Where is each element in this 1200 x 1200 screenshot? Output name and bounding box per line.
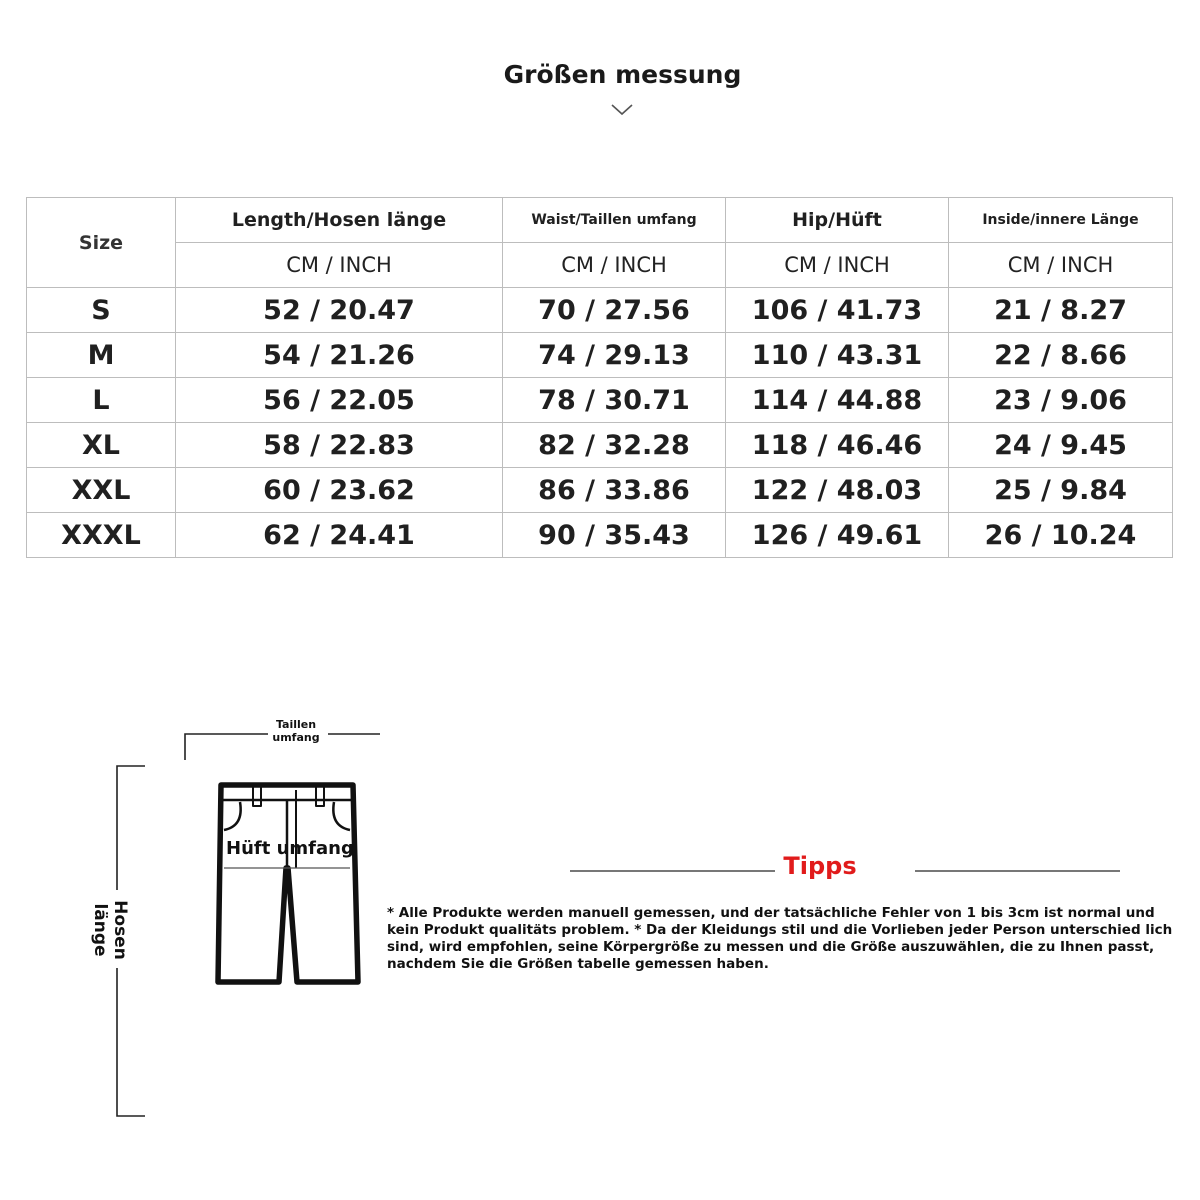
table-header-row <box>27 198 1173 243</box>
unit-label: CM / INCH <box>503 243 726 288</box>
table-cell: 114 / 44.88 <box>726 378 949 423</box>
table-cell: 22 / 8.66 <box>949 333 1173 378</box>
waist-measurement-label: Taillen umfang <box>272 718 320 744</box>
table-cell: 86 / 33.86 <box>503 468 726 513</box>
table-row <box>27 378 1173 423</box>
table-cell: 126 / 49.61 <box>726 513 949 558</box>
table-row <box>27 288 1173 333</box>
table-row <box>27 513 1173 558</box>
size-cell: M <box>27 333 176 378</box>
divider <box>915 870 1120 872</box>
table-cell: 23 / 9.06 <box>949 378 1173 423</box>
divider <box>570 870 775 872</box>
size-cell: XL <box>27 423 176 468</box>
table-unit-row <box>27 243 1173 288</box>
tips-text: * Alle Produkte werden manuell gemessen, und der tatsächliche Fehler von 1 bis 3cm ist normal und kein Produkt qualitäts problem. * Da der Kleidungs stil und die Vorlieben jeder Person unterschied lich sind, wird empfohlen, seine Körpergröße zu messen und die Größe auszuwählen, die zu Ihnen passt, nachdem Sie die Größen tabelle gemessen haben. <box>387 905 1173 972</box>
page-title: Größen messung <box>503 60 742 89</box>
table-cell: 24 / 9.45 <box>949 423 1173 468</box>
unit-label: CM / INCH <box>726 243 949 288</box>
size-cell: S <box>27 288 176 333</box>
table-cell: 122 / 48.03 <box>726 468 949 513</box>
hip-measurement-label: Hüft umfang <box>226 838 354 859</box>
table-cell: 78 / 30.71 <box>503 378 726 423</box>
table-cell: 70 / 27.56 <box>503 288 726 333</box>
pants-icon <box>218 785 358 982</box>
table-cell: 54 / 21.26 <box>176 333 503 378</box>
table-row <box>27 423 1173 468</box>
column-header-length: Length/Hosen länge <box>176 198 503 243</box>
size-cell: XXL <box>27 468 176 513</box>
table-cell: 60 / 23.62 <box>176 468 503 513</box>
table-cell: 26 / 10.24 <box>949 513 1173 558</box>
column-header-inside: Inside/innere Länge <box>949 198 1173 243</box>
table-cell: 82 / 32.28 <box>503 423 726 468</box>
table-cell: 52 / 20.47 <box>176 288 503 333</box>
table-cell: 62 / 24.41 <box>176 513 503 558</box>
table-cell: 21 / 8.27 <box>949 288 1173 333</box>
table-cell: 110 / 43.31 <box>726 333 949 378</box>
table-cell: 106 / 41.73 <box>726 288 949 333</box>
table-cell: 118 / 46.46 <box>726 423 949 468</box>
unit-label: CM / INCH <box>176 243 503 288</box>
unit-label: CM / INCH <box>949 243 1173 288</box>
column-header-hip: Hip/Hüft <box>726 198 949 243</box>
size-chart-table <box>26 197 1173 558</box>
table-row <box>27 468 1173 513</box>
chevron-down-icon <box>611 103 633 117</box>
pants-measurement-diagram <box>0 680 380 1140</box>
table-row <box>27 333 1173 378</box>
table-cell: 25 / 9.84 <box>949 468 1173 513</box>
table-cell: 58 / 22.83 <box>176 423 503 468</box>
table-cell: 56 / 22.05 <box>176 378 503 423</box>
tips-title: Tipps <box>783 852 857 880</box>
table-cell: 90 / 35.43 <box>503 513 726 558</box>
size-cell: L <box>27 378 176 423</box>
length-measurement-label: Hosen länge <box>90 900 130 960</box>
size-header: Size <box>27 198 176 288</box>
size-cell: XXXL <box>27 513 176 558</box>
table-cell: 74 / 29.13 <box>503 333 726 378</box>
column-header-waist: Waist/Taillen umfang <box>503 198 726 243</box>
